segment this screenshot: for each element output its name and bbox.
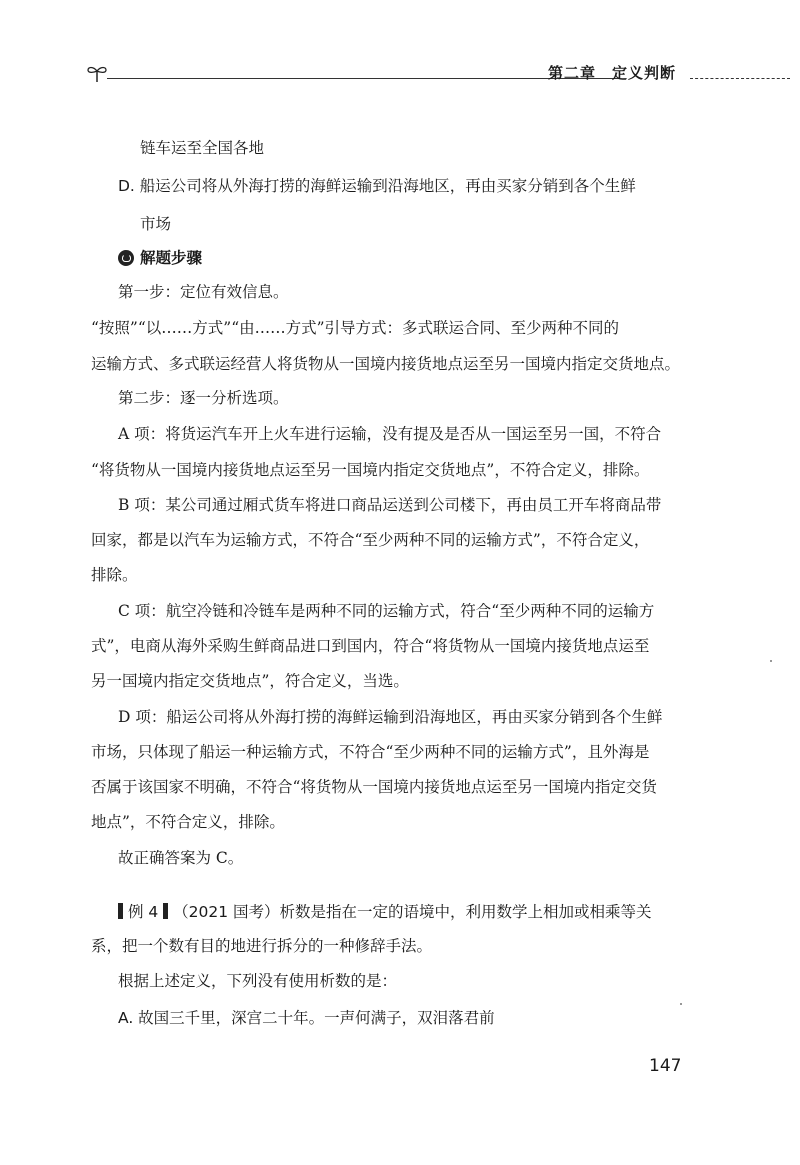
option-a: A. 故国三千里，深宫二十年。一声何满子，双泪落君前 <box>118 1009 495 1027</box>
text-line: 链车运至全国各地 <box>140 139 265 157</box>
text-line: 否属于该国家不明确，不符合“将货物从一国境内接货地点运至另一国境内指定交货 <box>91 778 657 796</box>
header-rule <box>107 78 619 79</box>
text-line: “按照”“以……方式”“由……方式”引导方式：多式联运合同、至少两种不同的 <box>91 319 620 337</box>
text-line: 回家，都是以汽车为运输方式，不符合“至少两种不同的运输方式”，不符合定义， <box>91 531 650 549</box>
text-line: 运输方式、多式联运经营人将货物从一国境内接货地点运至另一国境内指定交货地点。 <box>91 355 681 373</box>
text-line: 排除。 <box>91 566 138 584</box>
example-text: （2021 国考）析数是指在一定的语境中，利用数学上相加或相乘等关 <box>173 903 652 921</box>
text-line: 第一步：定位有效信息。 <box>118 283 289 301</box>
steps-icon <box>118 250 134 266</box>
scan-speck <box>680 1003 682 1005</box>
section-heading-label: 解题步骤 <box>140 249 203 267</box>
text-line: B 项：某公司通过厢式货车将进口商品运送到公司楼下，再由员工开车将商品带 <box>118 496 662 514</box>
text-line: C 项：航空冷链和冷链车是两种不同的运输方式，符合“至少两种不同的运输方 <box>118 602 655 620</box>
bar-mark-left <box>118 903 123 919</box>
text-line: 系，把一个数有目的地进行拆分的一种修辞手法。 <box>91 937 433 955</box>
text-line: “将货物从一国境内接货地点运至另一国境内指定交货地点”，不符合定义，排除。 <box>91 461 650 479</box>
text-line: 地点”，不符合定义，排除。 <box>91 813 285 831</box>
example-heading <box>118 902 652 922</box>
text-line: 另一国境内指定交货地点”，符合定义，当选。 <box>91 672 409 690</box>
answer-line: 故正确答案为 C。 <box>118 849 244 867</box>
text-line: 式”，电商从海外采购生鲜商品进口到国内，符合“将货物从一国境内接货地点运至 <box>91 637 650 655</box>
option-d: D. 船运公司将从外海打捞的海鲜运输到沿海地区，再由买家分销到各个生鲜 <box>118 177 636 195</box>
text-line: D 项：船运公司将从外海打捞的海鲜运输到沿海地区，再由买家分销到各个生鲜 <box>118 708 663 726</box>
chapter-title: 第二章 定义判断 <box>548 64 677 82</box>
text-line: 市场 <box>140 215 172 233</box>
sprout-icon <box>85 62 109 86</box>
section-heading <box>118 248 202 268</box>
page-header <box>85 62 715 86</box>
example-label: 例 4 <box>127 903 159 921</box>
scan-speck <box>770 660 772 662</box>
text-line: 市场，只体现了船运一种运输方式，不符合“至少两种不同的运输方式”，且外海是 <box>91 743 650 761</box>
text-line: A 项：将货运汽车开上火车进行运输，没有提及是否从一国运至另一国，不符合 <box>118 425 662 443</box>
header-rule-right <box>690 78 790 79</box>
page-number: 147 <box>649 1056 682 1076</box>
text-line: 第二步：逐一分析选项。 <box>118 389 289 407</box>
bar-mark-right <box>163 903 168 919</box>
text-line: 根据上述定义，下列没有使用析数的是： <box>118 972 398 990</box>
